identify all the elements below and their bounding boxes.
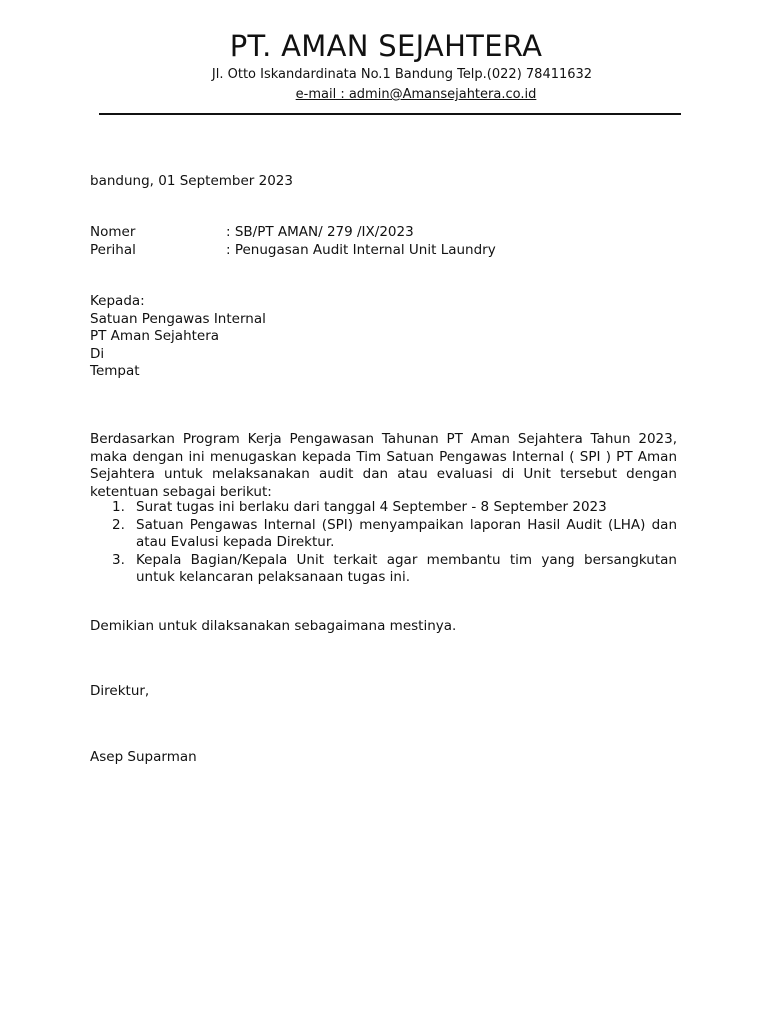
company-email: e-mail : admin@Amansejahtera.co.id (295, 87, 537, 102)
letter-subject-value: : Penugasan Audit Internal Unit Laundry (226, 241, 496, 258)
signer-name: Asep Suparman (90, 749, 197, 765)
letter-subject-row (90, 242, 677, 260)
task-text: Kepala Bagian/Kepala Unit terkait agar membantu tim yang bersangkutan untuk kelancaran pelaksanaan tugas ini. (136, 551, 677, 585)
letter-number-label: Nomer (90, 224, 136, 240)
task-number: 1. (112, 499, 125, 515)
signer-role: Direktur, (90, 683, 150, 699)
company-address: Jl. Otto Iskandardinata No.1 Bandung Telp.(022) 78411632 (211, 67, 593, 82)
letter-number-row (90, 224, 677, 242)
letter-meta (90, 224, 677, 259)
task-number: 2. (112, 516, 125, 533)
company-name: PT. AMAN SEJAHTERA (229, 29, 543, 63)
recipient-line: Di (90, 345, 105, 362)
letterhead (0, 28, 768, 105)
header-divider (99, 113, 681, 115)
recipient-block (90, 293, 677, 381)
task-text: Satuan Pengawas Internal (SPI) menyampaikan laporan Hasil Audit (LHA) dan atau Evalusi kepada Direktur. (136, 516, 677, 550)
task-text: Surat tugas ini berlaku dari tanggal 4 September - 8 September 2023 (136, 499, 607, 515)
task-list (90, 499, 677, 587)
letter-date: bandung, 01 September 2023 (90, 173, 293, 189)
intro-paragraph: Berdasarkan Program Kerja Pengawasan Tahunan PT Aman Sejahtera Tahun 2023, maka dengan ini menugaskan kepada Tim Satuan Pengawas Internal ( SPI ) PT Aman Sejahtera untuk melaksanakan audit dan atau evaluasi di Unit tersebut dengan ketentuan sebagai berikut: (90, 431, 677, 500)
recipient-line: Satuan Pengawas Internal (90, 310, 266, 327)
letter-subject-label: Perihal (90, 241, 136, 258)
recipient-salutation: Kepada: (90, 293, 145, 309)
recipient-line: Tempat (90, 363, 140, 379)
task-item (112, 516, 677, 552)
company-email-line (0, 85, 768, 105)
task-number: 3. (112, 551, 125, 568)
task-item (112, 499, 677, 517)
closing-sentence: Demikian untuk dilaksanakan sebagaimana mestinya. (90, 618, 457, 634)
letter-number-value: : SB/PT AMAN/ 279 /IX/2023 (226, 224, 414, 240)
task-item (112, 551, 677, 587)
recipient-line: PT Aman Sejahtera (90, 328, 220, 344)
